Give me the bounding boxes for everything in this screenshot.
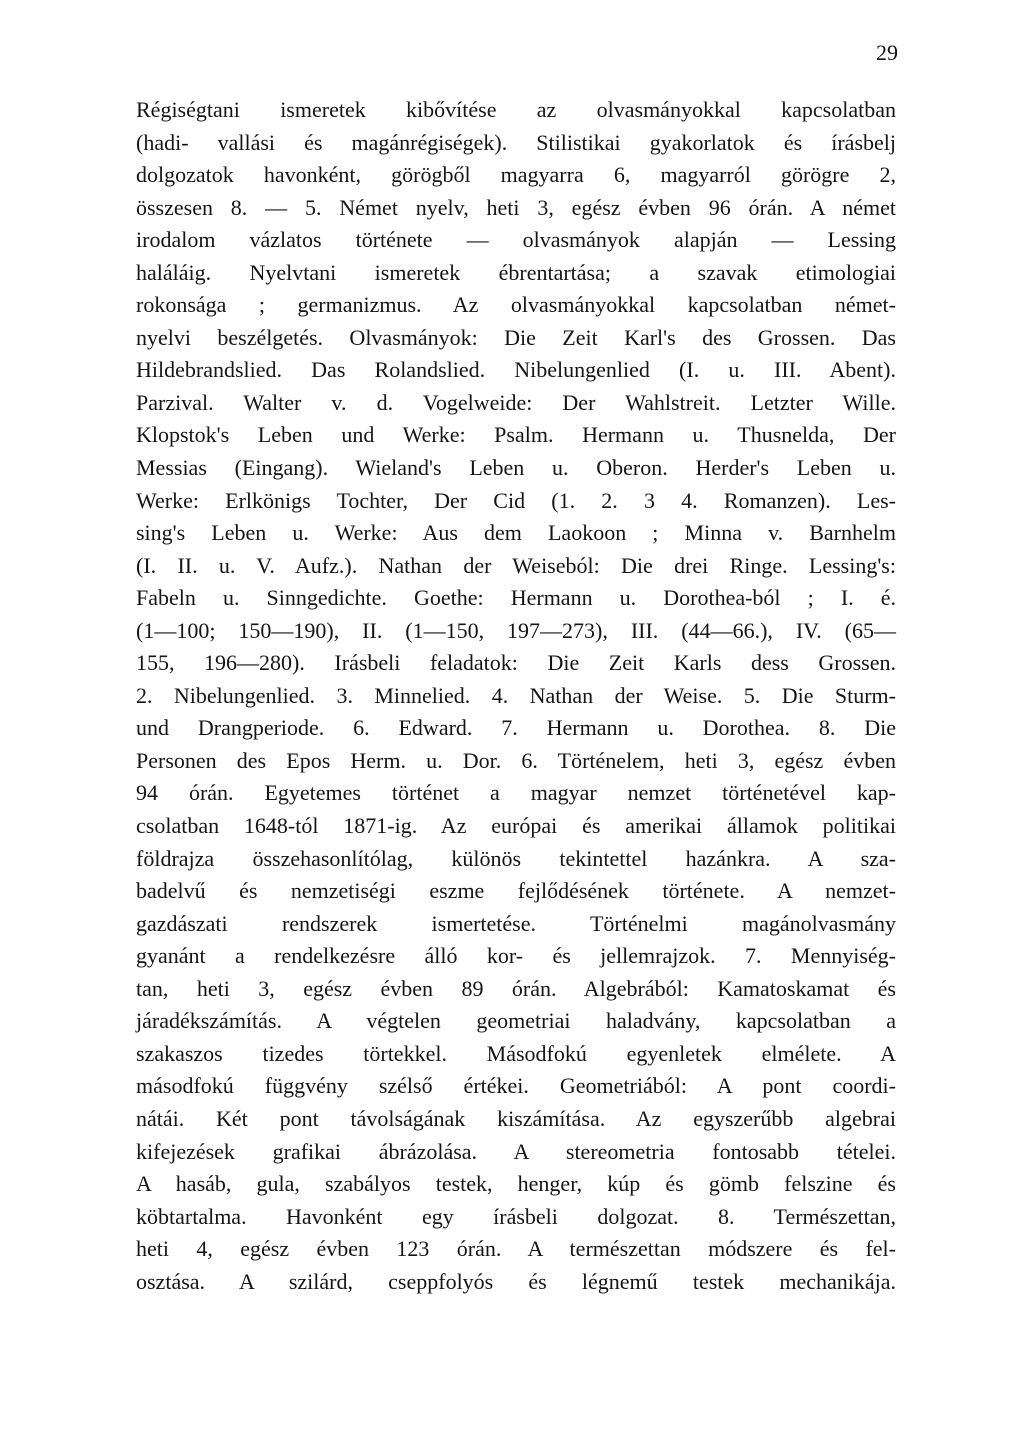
text-line: sing's Leben u. Werke: Aus dem Laokoon ; Minna v. Barnhelm xyxy=(136,520,896,546)
page-number: 29 xyxy=(876,40,898,65)
text-line: Hildebrandslied. Das Rolandslied. Nibelungenlied (I. u. III. Abent). xyxy=(136,357,896,383)
text-line: Werke: Erlkönigs Tochter, Der Cid (1. 2. 3 4. Romanzen). Les- xyxy=(136,487,896,513)
text-line: szakaszos tizedes törtekkel. Másodfokú egyenletek elmélete. A xyxy=(136,1040,896,1066)
text-line: másodfokú függvény szélső értékei. Geometriából: A pont coordi- xyxy=(136,1073,896,1099)
text-line: földrajza összehasonlítólag, különös tekintettel hazánkra. A sza- xyxy=(136,845,896,871)
body-text xyxy=(136,94,896,1298)
text-line: (hadi- vallási és magánrégiségek). Stilistikai gyakorlatok és írásbelj xyxy=(136,129,896,155)
text-line: dolgozatok havonként, görögből magyarra 6, magyarról görögre 2, xyxy=(136,162,896,188)
text-line: Personen des Epos Herm. u. Dor. 6. Történelem, heti 3, egész évben xyxy=(136,747,896,773)
text-line: tan, heti 3, egész évben 89 órán. Algebrából: Kamatoskamat és xyxy=(136,975,896,1001)
text-line: gyanánt a rendelkezésre álló kor- és jellemrajzok. 7. Mennyiség- xyxy=(136,943,896,969)
text-line: 155, 196—280). Irásbeli feladatok: Die Zeit Karls dess Grossen. xyxy=(136,650,896,676)
text-line: Klopstok's Leben und Werke: Psalm. Hermann u. Thusnelda, Der xyxy=(136,422,896,448)
text-line: rokonsága ; germanizmus. Az olvasmányokkal kapcsolatban német- xyxy=(136,292,896,318)
text-line: gazdászati rendszerek ismertetése. Történelmi magánolvasmány xyxy=(136,910,896,936)
text-line: nyelvi beszélgetés. Olvasmányok: Die Zeit Karl's des Grossen. Das xyxy=(136,324,896,350)
text-line: und Drangperiode. 6. Edward. 7. Hermann u. Dorothea. 8. Die xyxy=(136,715,896,741)
text-line: (1—100; 150—190), II. (1—150, 197—273), III. (44—66.), IV. (65— xyxy=(136,617,896,643)
text-line: Parzival. Walter v. d. Vogelweide: Der Wahlstreit. Letzter Wille. xyxy=(136,389,896,415)
text-line: nátái. Két pont távolságának kiszámítása. Az egyszerűbb algebrai xyxy=(136,1105,896,1131)
text-line: haláláig. Nyelvtani ismeretek ébrentartása; a szavak etimologiai xyxy=(136,259,896,285)
text-line: Messias (Eingang). Wieland's Leben u. Oberon. Herder's Leben u. xyxy=(136,455,896,481)
text-line: (I. II. u. V. Aufz.). Nathan der Weiseból: Die drei Ringe. Lessing's: xyxy=(136,552,896,578)
text-line: irodalom vázlatos története — olvasmányok alapján — Lessing xyxy=(136,227,896,253)
text-line: Fabeln u. Sinngedichte. Goethe: Hermann u. Dorothea-ból ; I. é. xyxy=(136,585,896,611)
text-line: csolatban 1648-tól 1871-ig. Az európai és amerikai államok politikai xyxy=(136,813,896,839)
text-line: osztása. A szilárd, cseppfolyós és légnemű testek mechanikája. xyxy=(136,1268,896,1294)
text-line: 2. Nibelungenlied. 3. Minnelied. 4. Nathan der Weise. 5. Die Sturm- xyxy=(136,682,896,708)
text-line: járadékszámítás. A végtelen geometriai haladvány, kapcsolatban a xyxy=(136,1008,896,1034)
text-line: összesen 8. — 5. Német nyelv, heti 3, egész évben 96 órán. A német xyxy=(136,194,896,220)
text-line: köbtartalma. Havonként egy írásbeli dolgozat. 8. Természettan, xyxy=(136,1203,896,1229)
text-line: Régiségtani ismeretek kibővítése az olvasmányokkal kapcsolatban xyxy=(136,97,896,122)
text-line: 94 órán. Egyetemes történet a magyar nemzet történetével kap- xyxy=(136,780,896,806)
text-line: A hasáb, gula, szabályos testek, henger, kúp és gömb felszine és xyxy=(136,1171,896,1197)
text-line: kifejezések grafikai ábrázolása. A stereometria fontosabb tételei. xyxy=(136,1138,896,1164)
text-line: heti 4, egész évben 123 órán. A természettan módszere és fel- xyxy=(136,1236,896,1262)
text-line: badelvű és nemzetiségi eszme fejlődésének története. A nemzet- xyxy=(136,878,896,904)
